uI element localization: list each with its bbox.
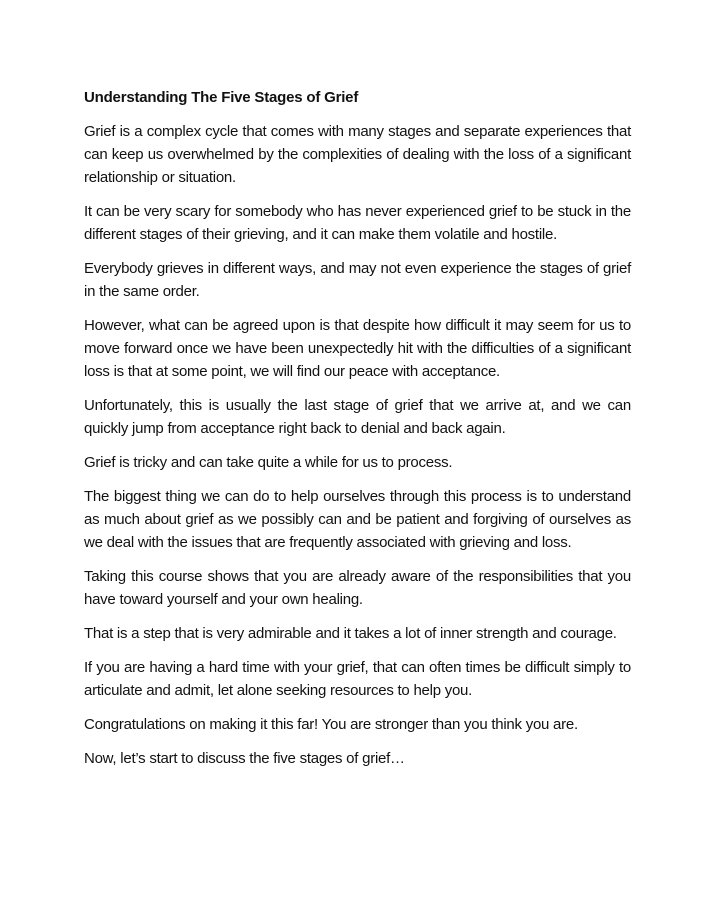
document-title: Understanding The Five Stages of Grief	[84, 89, 359, 106]
paragraph: Unfortunately, this is usually the last stage of grief that we arrive at, and we can quickly jump from acceptance right back to denial and back again.	[84, 397, 631, 437]
paragraph: Congratulations on making it this far! You are stronger than you think you are.	[84, 716, 578, 733]
paragraph: However, what can be agreed upon is that despite how difficult it may seem for us to move forward once we have been unexpectedly hit with the difficulties of a significant loss is that at some point, we will find our peace with acceptance.	[84, 317, 631, 380]
paragraph: Grief is tricky and can take quite a while for us to process.	[84, 454, 453, 471]
paragraph: It can be very scary for somebody who has never experienced grief to be stuck in the different stages of their grieving, and it can make them volatile and hostile.	[84, 203, 631, 243]
paragraph: If you are having a hard time with your grief, that can often times be difficult simply to articulate and admit, let alone seeking resources to help you.	[84, 659, 631, 699]
document-page	[84, 86, 631, 781]
paragraph: Now, let’s start to discuss the five stages of grief…	[84, 750, 405, 767]
paragraph: Everybody grieves in different ways, and may not even experience the stages of grief in the same order.	[84, 260, 631, 300]
paragraph: Grief is a complex cycle that comes with many stages and separate experiences that can keep us overwhelmed by the complexities of dealing with the loss of a significant relationship or situation.	[84, 123, 631, 186]
paragraph: That is a step that is very admirable and it takes a lot of inner strength and courage.	[84, 625, 617, 642]
paragraph: The biggest thing we can do to help ourselves through this process is to understand as much about grief as we possibly can and be patient and forgiving of ourselves as we deal with the issues that are frequently associated with grieving and loss.	[84, 488, 631, 551]
paragraph: Taking this course shows that you are already aware of the responsibilities that you have toward yourself and your own healing.	[84, 568, 631, 608]
